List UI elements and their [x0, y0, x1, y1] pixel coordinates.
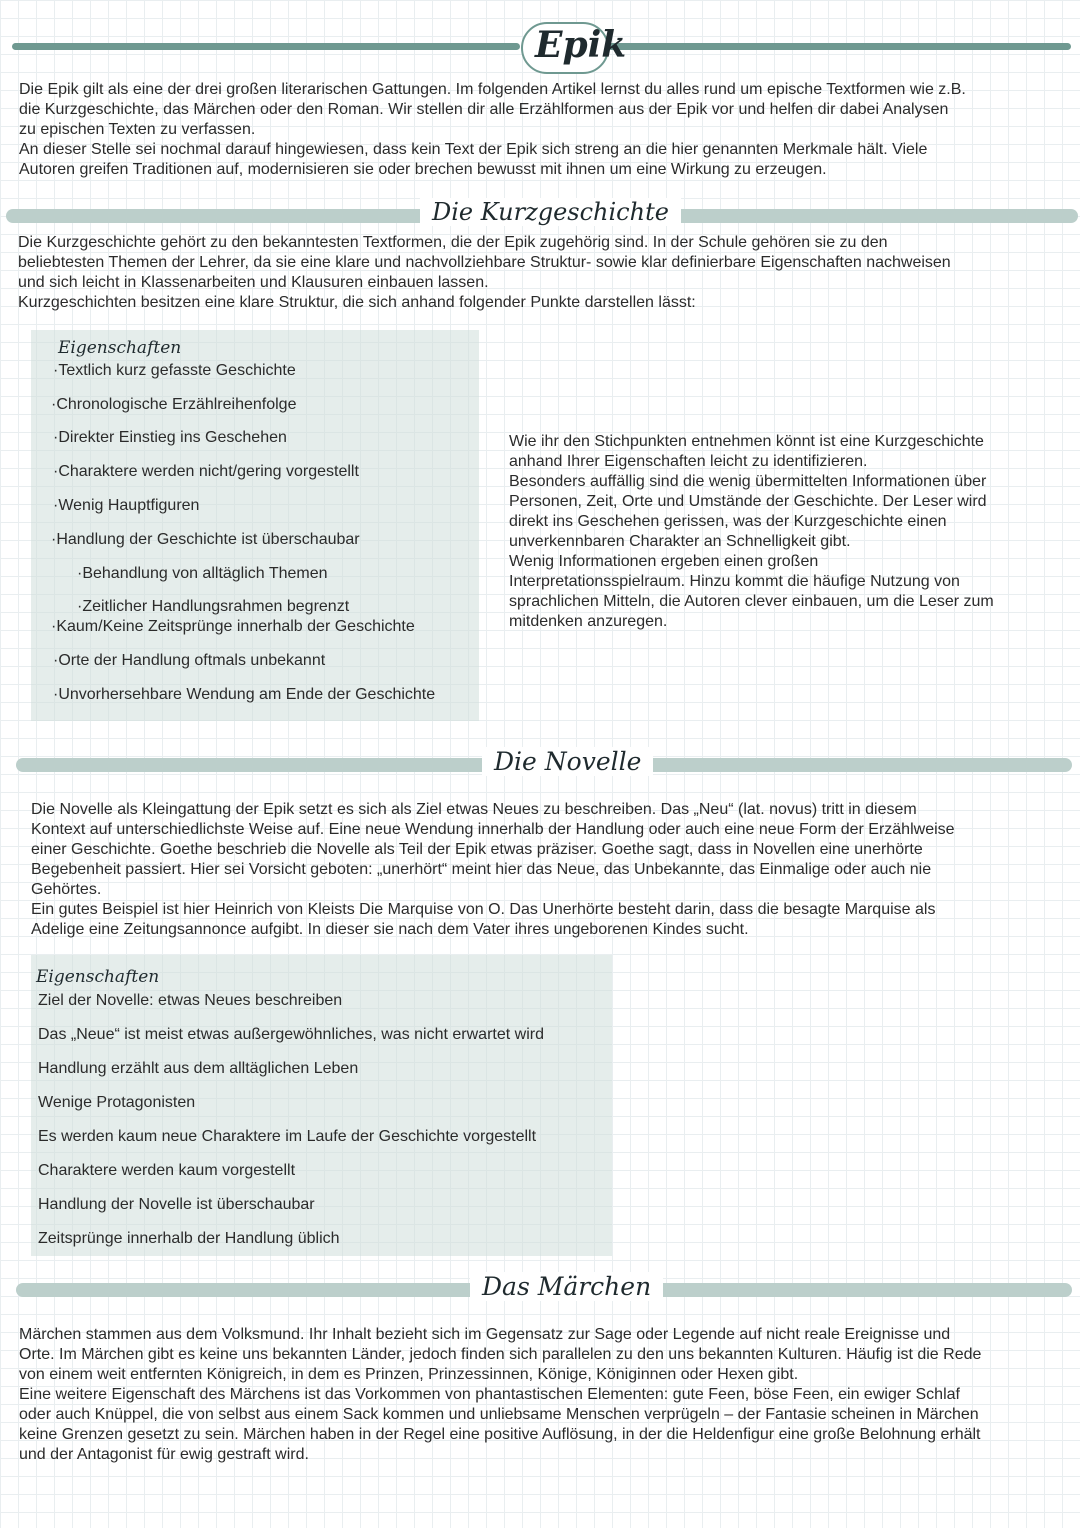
- novelle-heading: Die Novelle: [482, 747, 653, 776]
- kurzgeschichte-properties-heading: Eigenschaften: [58, 338, 182, 358]
- novelle-properties-heading: Eigenschaften: [36, 967, 160, 987]
- intro-paragraph: Die Epik gilt als eine der drei großen literarischen Gattungen. Im folgenden Artikel lernst du alles rund um epische Textformen wie z.B. die Kurzgeschichte, das Märchen oder den Roman. Wir stellen dir alle Erzählformen aus der Epik vor und helfen dir dabei Analysen zu epischen Texten zu verfassen. An dieser Stelle sei nochmal darauf hingewiesen, dass kein Text der Epik sich streng an die hier genannten Merkmale hält. Viele Autoren greifen Traditionen auf, modernisieren sie oder brechen bewusst mit ihnen um eine Wirkung zu erzeugen.: [19, 81, 966, 178]
- novelle-property: Es werden kaum neue Charaktere im Laufe der Geschichte vorgestellt: [38, 1128, 537, 1145]
- novelle-property: Charaktere werden kaum vorgestellt: [38, 1162, 296, 1179]
- novelle-property: Zeitsprünge innerhalb der Handlung üblich: [38, 1230, 340, 1247]
- kurzgeschichte-property: ·Kaum/Keine Zeitsprünge innerhalb der Geschichte: [51, 618, 415, 635]
- header-divider-left: [12, 43, 520, 50]
- novelle-property: Wenige Protagonisten: [38, 1094, 196, 1111]
- kurzgeschichte-property: ·Charaktere werden nicht/gering vorgestellt: [53, 463, 359, 480]
- kurzgeschichte-paragraph: Die Kurzgeschichte gehört zu den bekanntesten Textformen, die der Epik zugehörig sind. In der Schule gehören sie zu den beliebtesten Themen der Lehrer, da sie eine klare und nachvollziehbare Struktur- sowie klar definierbare Eigenschaften nachweisen und sich leicht in Klassenarbeiten und Klausuren einbauen lassen. Kurzgeschichten besitzen eine klare Struktur, die sich anhand folgender Punkte darstellen lässt:: [18, 234, 951, 311]
- kurzgeschichte-property: ·Direkter Einstieg ins Geschehen: [53, 429, 287, 446]
- novelle-property: Handlung erzählt aus dem alltäglichen Leben: [38, 1060, 359, 1077]
- novelle-property: Ziel der Novelle: etwas Neues beschreiben: [38, 992, 343, 1009]
- kurzgeschichte-property: ·Wenig Hauptfiguren: [53, 497, 200, 514]
- kurzgeschichte-property: ·Unvorhersehbare Wendung am Ende der Geschichte: [53, 686, 436, 703]
- kurzgeschichte-property: ·Zeitlicher Handlungsrahmen begrenzt: [77, 598, 350, 615]
- novelle-property: Das „Neue“ ist meist etwas außergewöhnliches, was nicht erwartet wird: [38, 1026, 544, 1043]
- header-divider-right: [608, 43, 1071, 50]
- maerchen-paragraph: Märchen stammen aus dem Volksmund. Ihr Inhalt bezieht sich im Gegensatz zur Sage oder Legende auf nicht reale Ereignisse und Orte. Im Märchen gibt es keine uns bekannten Länder, jedoch finden sich parallelen zu den uns bekannten Kulturen. Häufig ist die Rede von einem weit entfernten Königreich, in dem es Prinzen, Prinzessinnen, Könige, Königinnen oder Hexen gibt. Eine weitere Eigenschaft des Märchens ist das Vorkommen von phantastischen Elementen: gute Feen, böse Feen, ein ewiger Schlaf oder auch Knüppel, die von selbst aus einem Sack kommen und unliebsame Menschen verprügeln – der Fantasie scheinen in Märchen keine Grenzen gesetzt zu sein. Märchen haben in der Regel eine positive Auflösung, in der die Heldenfigur eine große Belohnung erhält und der Antagonist für ewig gestraft wird.: [19, 1326, 982, 1463]
- page-title: Epik: [535, 24, 627, 66]
- kurzgeschichte-explanation: Wie ihr den Stichpunkten entnehmen könnt ist eine Kurzgeschichte anhand Ihrer Eigenschaften leicht zu identifizieren. Besonders auffällig sind die wenig übermittelten Informationen über Personen, Zeit, Orte und Umstände der Geschichte. Der Leser wird direkt ins Geschehen gerissen, was der Kurzgeschichte einen unverkennbaren Charakter an Schnelligkeit gibt. Wenig Informationen ergeben einen großen Interpretationsspielraum. Hinzu kommt die häufige Nutzung von sprachlichen Mitteln, die Autoren clever einbauen, um die Leser zum mitdenken anzuregen.: [509, 433, 994, 630]
- kurzgeschichte-property: ·Chronologische Erzählreihenfolge: [51, 396, 297, 413]
- kurzgeschichte-heading: Die Kurzgeschichte: [420, 198, 681, 226]
- kurzgeschichte-property: ·Textlich kurz gefasste Geschichte: [53, 362, 296, 379]
- maerchen-heading: Das Märchen: [470, 1272, 663, 1301]
- kurzgeschichte-property: ·Handlung der Geschichte ist überschaubar: [51, 531, 360, 548]
- kurzgeschichte-property: ·Behandlung von alltäglich Themen: [77, 565, 328, 582]
- kurzgeschichte-property: ·Orte der Handlung oftmals unbekannt: [53, 652, 326, 669]
- novelle-paragraph: Die Novelle als Kleingattung der Epik setzt es sich als Ziel etwas Neues zu beschreiben. Das „Neu“ (lat. novus) tritt in diesem Kontext auf unterschiedlichste Weise auf. Eine neue Wendung innerhalb der Handlung oder auch eine neue Form der Erzählweise einer Geschichte. Goethe beschrieb die Novelle als Teil der Epik etwas präziser. Goethe sagt, dass in Novellen eine unerhörte Begebenheit passiert. Hier sei Vorsicht geboten: „unerhört“ meint hier das Neue, das Unbekannte, das Einmalige oder auch nie Gehörtes. Ein gutes Beispiel ist hier Heinrich von Kleists Die Marquise von O. Das Unerhörte besteht darin, dass die besagte Marquise als Adelige eine Zeitungsannonce aufgibt. In dieser sie nach dem Vater ihres ungeborenen Kindes sucht.: [31, 801, 955, 938]
- novelle-property: Handlung der Novelle ist überschaubar: [38, 1196, 315, 1213]
